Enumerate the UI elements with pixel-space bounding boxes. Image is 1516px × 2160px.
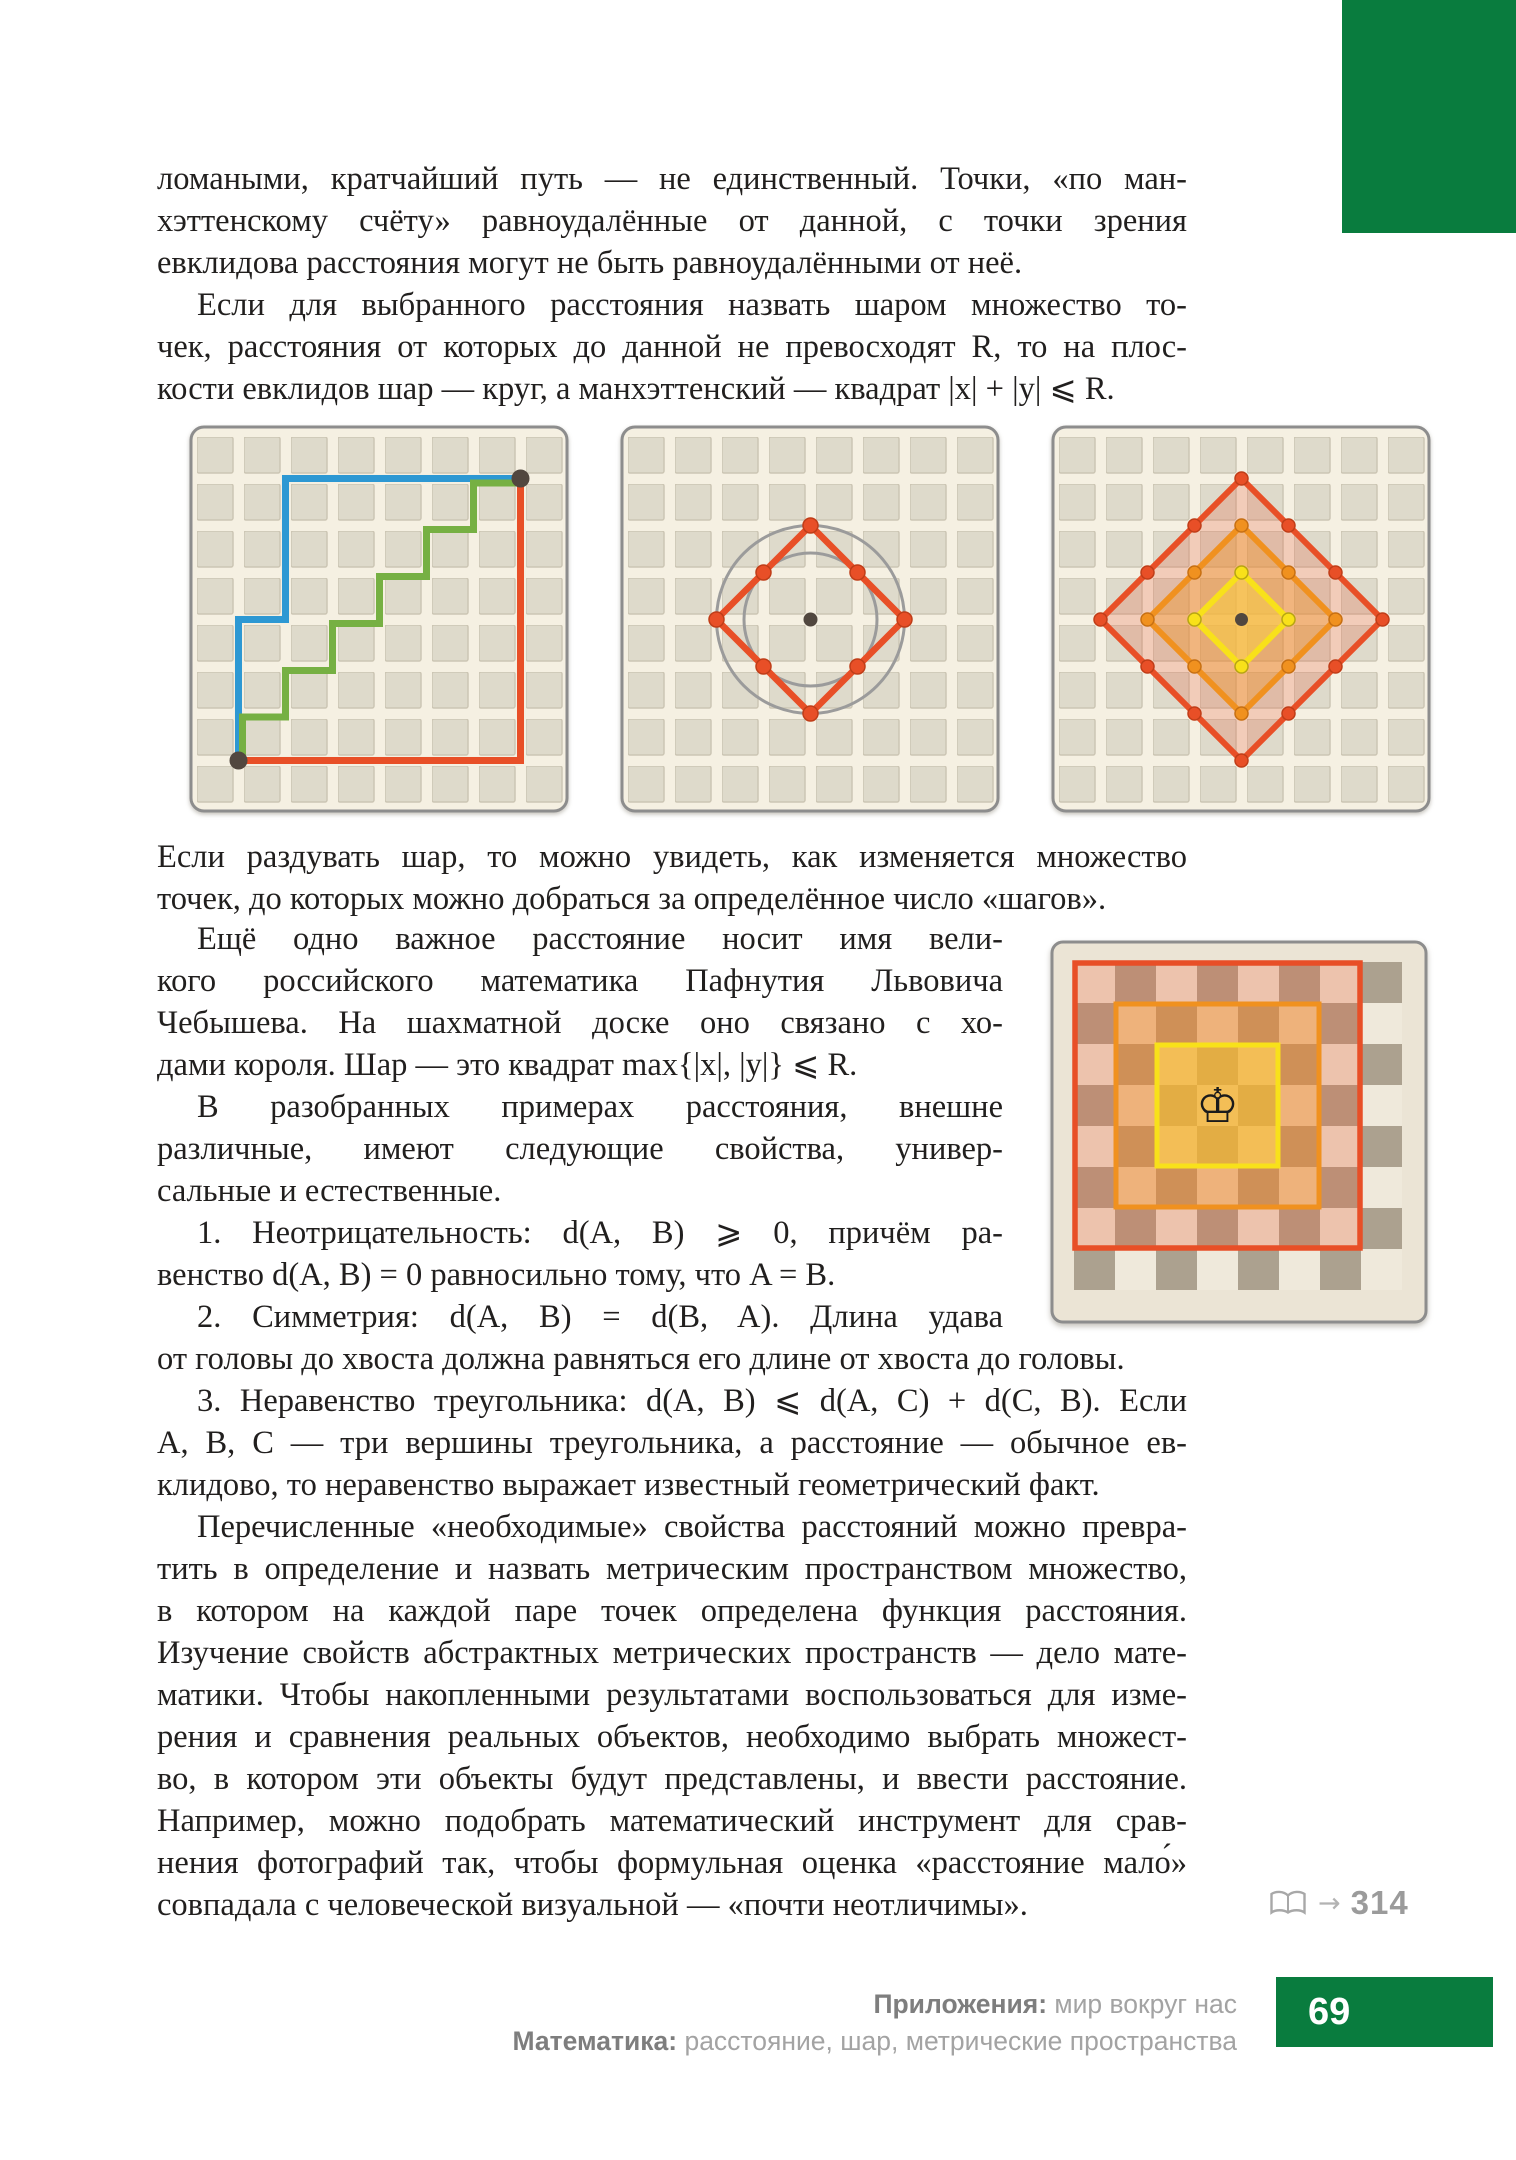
text-line: 2. Симметрия: d(A, B) = d(B, A). Длина удава	[197, 1299, 1003, 1335]
footer-label-1: Приложения:	[873, 1989, 1048, 2019]
page-number-box	[1276, 1977, 1493, 2047]
text-line: кости евклидов шар — круг, а манхэттенский — квадрат |x| + |y| ⩽ R.	[157, 371, 1115, 407]
footer-label-2: Математика:	[512, 2026, 678, 2056]
paragraph-block-wrap	[157, 918, 1003, 1338]
text-line: тить в определение и назвать метрическим пространством множество,	[157, 1551, 1187, 1587]
arrow-icon: →	[1318, 1887, 1341, 1919]
center-point	[1235, 613, 1248, 626]
text-line: Если раздувать шар, то можно увидеть, как изменяется множество	[157, 839, 1187, 875]
text-line: кого российского математика Пафнутия Львовича	[157, 963, 1003, 999]
figure-city-paths	[185, 425, 573, 813]
figure-nested-diamonds	[1047, 425, 1435, 813]
page-ref	[1268, 1880, 1409, 1926]
text-line: евклидова расстояния могут не быть равноудалёнными от неё.	[157, 245, 1023, 281]
figure-ball-circle-diamond	[616, 425, 1004, 813]
text-line: Чебышева. На шахматной доске оно связано с хо-	[157, 1005, 1003, 1041]
text-line: 3. Неравенство треугольника: d(A, B) ⩽ d(A, C) + d(C, B). Если	[197, 1383, 1187, 1419]
section-color-tab	[1342, 0, 1516, 233]
book-icon	[1268, 1888, 1308, 1918]
text-line: матики. Чтобы накопленными результатами воспользоваться для изме-	[157, 1677, 1187, 1713]
text-line: дами короля. Шар — это квадрат max{|x|, |y|} ⩽ R.	[157, 1047, 858, 1083]
footer-text-1: мир вокруг нас	[1047, 1989, 1237, 2019]
text-line: Изучение свойств абстрактных метрических пространств — дело мате-	[157, 1635, 1187, 1671]
text-line: венство d(A, B) = 0 равносильно тому, что A = B.	[157, 1257, 836, 1293]
text-line: в котором на каждой паре точек определена функция расстояния.	[157, 1593, 1187, 1629]
footer-line-1	[513, 1986, 1238, 2023]
footer	[513, 1986, 1238, 2060]
text-line: нения фотографий так, чтобы формульная оценка «расстояние мало́»	[157, 1845, 1187, 1881]
text-line: Перечисленные «необходимые» свойства расстояний можно превра-	[197, 1509, 1187, 1545]
text-line: Ещё одно важное расстояние носит имя вели-	[197, 921, 1003, 957]
text-line: различные, имеют следующие свойства, универ-	[157, 1131, 1003, 1167]
paragraph-block-top	[157, 158, 1187, 410]
text-line: В разобранных примерах расстояния, внешне	[197, 1089, 1003, 1125]
text-line: Если для выбранного расстояния назвать шаром множество то-	[197, 287, 1187, 323]
start-point	[230, 752, 248, 770]
figure-chessboard-king	[1050, 940, 1428, 1324]
text-line: A, B, C — три вершины треугольника, а расстояние — обычное ев-	[157, 1425, 1187, 1461]
paragraph-block-bottom	[157, 1338, 1187, 1926]
text-line: точек, до которых можно добраться за определённое число «шагов».	[157, 881, 1107, 917]
text-line: сальные и естественные.	[157, 1173, 502, 1209]
ref-number: 314	[1350, 1884, 1409, 1921]
text-line: ломаными, кратчайший путь — не единственный. Точки, «по ман-	[157, 161, 1187, 197]
center-point	[804, 613, 818, 627]
end-point	[512, 470, 530, 488]
paragraph-block-middle	[157, 836, 1187, 920]
text-line: хэттенскому счёту» равноудалённые от данной, с точки зрения	[157, 203, 1187, 239]
footer-line-2	[513, 2023, 1238, 2060]
text-line: совпадала с человеческой визуальной — «почти неотличимы».	[157, 1887, 1028, 1923]
text-line: от головы до хвоста должна равняться его длине от хвоста до головы.	[157, 1341, 1125, 1377]
text-line: клидово, то неравенство выражает известный геометрический факт.	[157, 1467, 1100, 1503]
footer-text-2: расстояние, шар, метрические пространства	[677, 2026, 1237, 2056]
text-line: рения и сравнения реальных объектов, необходимо выбрать множест-	[157, 1719, 1187, 1755]
text-line: Например, можно подобрать математический инструмент для срав-	[157, 1803, 1187, 1839]
text-line: во, в котором эти объекты будут представлены, и ввести расстояние.	[157, 1761, 1187, 1797]
king-icon: ♔	[1195, 1078, 1240, 1134]
text-line: чек, расстояния от которых до данной не превосходят R, то на плос-	[157, 329, 1187, 365]
text-line: 1. Неотрицательность: d(A, B) ⩾ 0, причём ра-	[197, 1215, 1003, 1251]
page-number: 69	[1308, 1990, 1351, 2033]
